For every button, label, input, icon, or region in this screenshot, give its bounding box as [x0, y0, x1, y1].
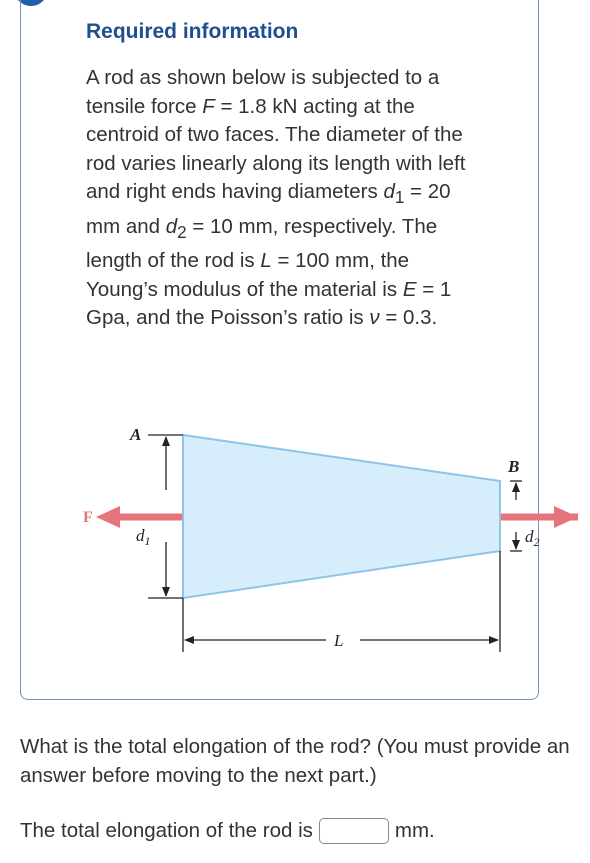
label-A: A: [130, 425, 142, 444]
problem-text-5: = 100 mm, the Young’s modulus of the material is: [86, 249, 410, 301]
question-text: What is the total elongation of the rod? (You must provide an answer before moving to the next part.): [20, 735, 570, 787]
problem-text-7: = 0.3.: [379, 306, 438, 330]
tapered-rod-diagram: [80, 420, 580, 660]
problem-text-3: = 20 mm and: [86, 180, 451, 238]
problem-text-2: = 1.8 kN acting at the centroid of two faces. The diameter of the rod varies linearly along its length with left and right ends having diameters: [86, 94, 466, 203]
answer-row: [20, 818, 435, 844]
tapered-rod: [183, 435, 500, 598]
length-variable: L: [260, 249, 272, 273]
force-arrow-right-head: [554, 506, 578, 528]
d2-subscript: 2: [177, 222, 187, 242]
problem-text-6: = 1 Gpa, and the Poisson’s ratio is: [86, 277, 452, 330]
required-information-title: Required information: [86, 20, 299, 43]
problem-text-4: = 10 mm, respectively. The length of the rod is: [86, 214, 438, 273]
problem-statement: [86, 64, 481, 333]
label-d2: $d_2$: [525, 527, 540, 549]
d2-variable: d: [165, 214, 178, 238]
answer-label: The total elongation of the rod is: [20, 819, 313, 842]
label-d1: $d_1$: [136, 526, 151, 548]
label-B: B: [508, 457, 520, 476]
youngs-modulus-variable: E: [402, 277, 417, 301]
label-L: L: [334, 631, 344, 650]
d1-variable: d: [383, 180, 395, 203]
force-variable: F: [202, 94, 215, 118]
force-arrow-left-head: [96, 506, 120, 528]
elongation-answer-input[interactable]: [319, 818, 389, 844]
poisson-ratio-variable: ν: [369, 306, 380, 330]
problem-text-1: A rod as shown below is subjected to a tensile force: [86, 66, 440, 118]
label-F: F: [83, 509, 93, 526]
d1-subscript: 1: [394, 188, 405, 208]
answer-unit: mm.: [394, 819, 435, 842]
